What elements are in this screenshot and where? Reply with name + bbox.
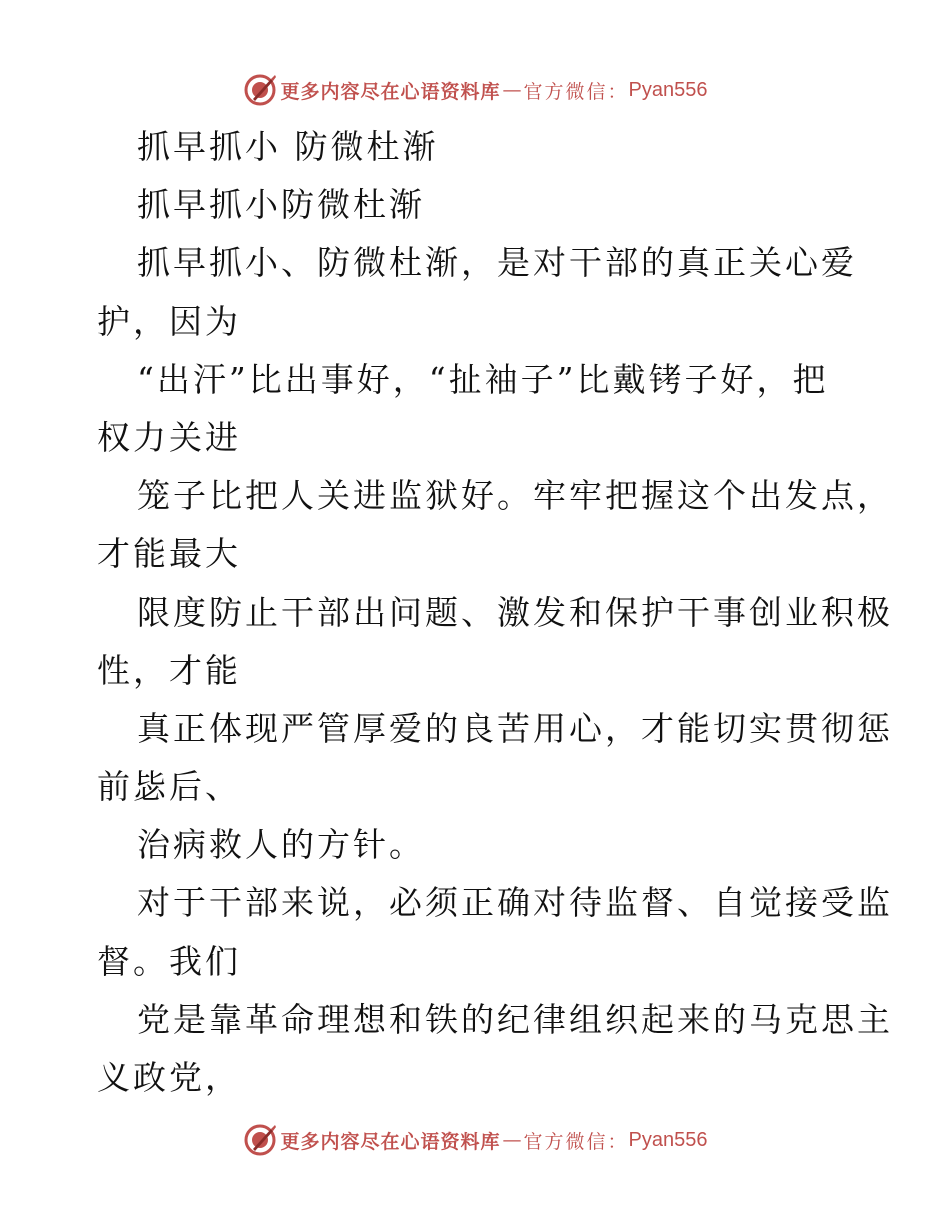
paragraph-line: 党是靠革命理想和铁的纪律组织起来的马克思主 [137, 999, 893, 1039]
document-body [97, 118, 893, 1107]
header-brand-text: 更多内容尽在心语资料库 [280, 80, 501, 103]
title-line: 抓早抓小 防微杜渐 [137, 127, 439, 166]
subtitle-line: 抓早抓小防微杜渐 [137, 185, 425, 225]
footer-dash: — [502, 1129, 522, 1151]
footer-banner [0, 1122, 950, 1158]
header-wechat-id: Pyan556 [628, 78, 708, 101]
paragraph-line: 护，因为 [97, 301, 241, 341]
paragraph-line: “出汗”比出事好，“扯袖子”比戴铐子好，把 [137, 359, 829, 399]
paragraph-line: 才能最大 [97, 534, 241, 574]
footer-wechat-label: 官方微信： [523, 1130, 629, 1153]
paragraph-line: 督。我们 [97, 941, 241, 981]
logo-pen-icon [243, 1123, 277, 1157]
paragraph-line: 前毖后、 [97, 767, 241, 807]
paragraph-line: 义政党， [97, 1058, 241, 1097]
paragraph-line: 限度防止干部出问题、激发和保护干事创业积极 [137, 592, 893, 632]
header-dash: — [502, 79, 522, 101]
header-banner [0, 72, 950, 108]
paragraph-line: 对于干部来说，必须正确对待监督、自觉接受监 [137, 883, 893, 923]
paragraph-line: 性，才能 [97, 650, 241, 690]
paragraph-line: 笼子比把人关进监狱好。牢牢把握这个出发点， [137, 476, 893, 516]
paragraph-line: 真正体现严管厚爱的良苦用心，才能切实贯彻惩 [137, 708, 893, 748]
paragraph-line: 治病救人的方针。 [137, 825, 425, 865]
header-wechat-label: 官方微信： [523, 80, 629, 103]
footer-brand-text: 更多内容尽在心语资料库 [280, 1130, 501, 1153]
logo-pen-icon [243, 73, 277, 107]
paragraph-line: 抓早抓小、防微杜渐，是对干部的真正关心爱 [137, 243, 857, 283]
footer-wechat-id: Pyan556 [628, 1128, 708, 1151]
paragraph-line: 权力关进 [97, 417, 241, 457]
